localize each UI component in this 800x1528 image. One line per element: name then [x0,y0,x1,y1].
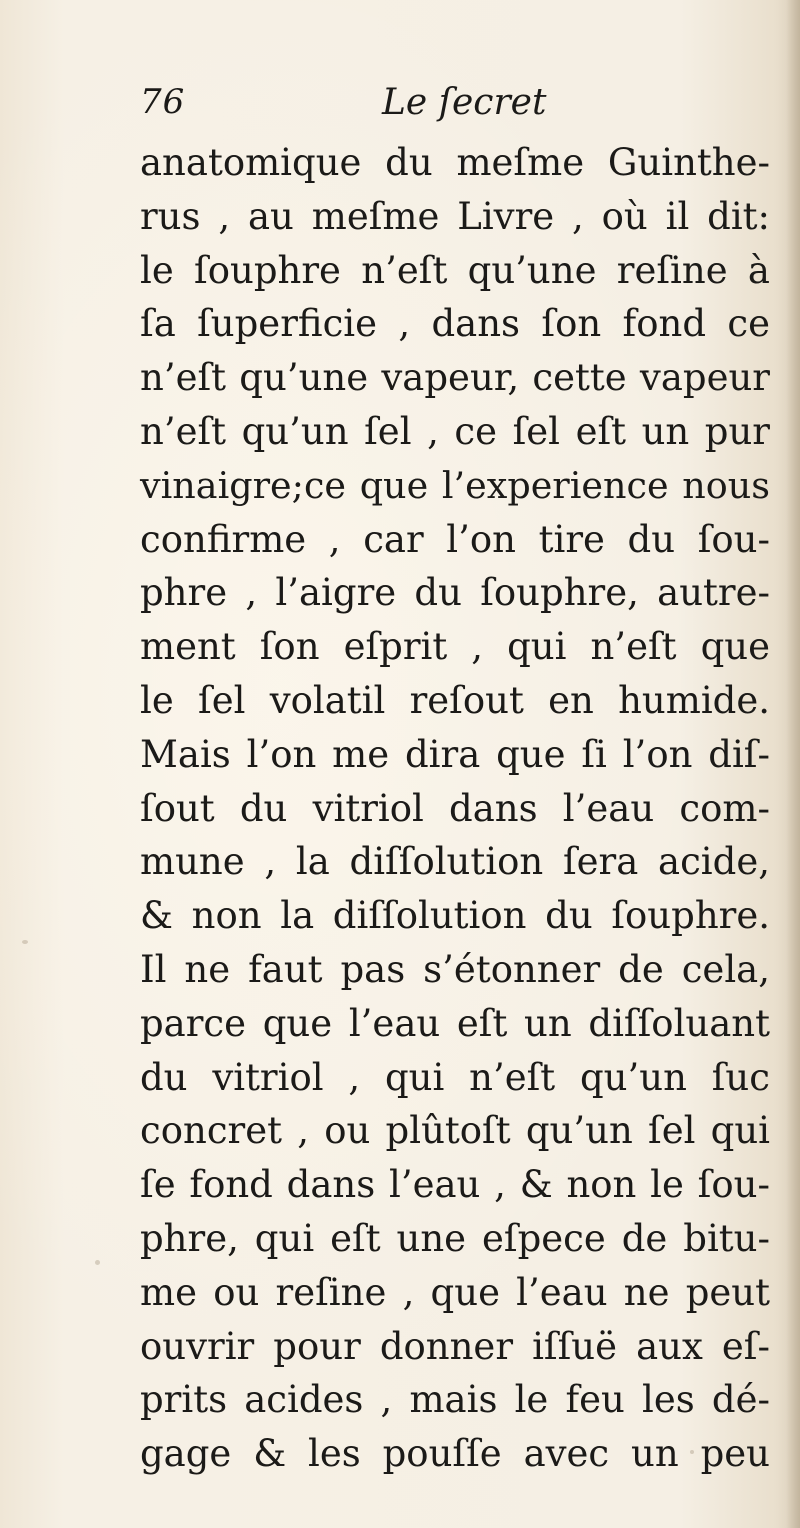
text-line: parce que l’eau eſt un diſſoluant [140,1001,770,1045]
text-line: mune , la diſſolution ſera acide, [140,840,770,884]
text-line: rus , au meſme Livre , où il dit: [140,194,770,238]
text-line: ſout du vitriol dans l’eau com- [140,786,770,830]
running-head: Le ſecret [382,82,547,123]
text-line: me ou reſine , que l’eau ne peut [140,1270,770,1314]
text-line: le ſouphre n’eſt qu’une reſine à [140,248,770,292]
body-text [140,136,770,1481]
text-line: gage & les pouſſe avec un peu [140,1432,770,1476]
text-line: ſe fond dans l’eau , & non le ſou- [140,1163,770,1207]
text-line: ment ſon eſprit , qui n’eſt que [140,625,770,669]
text-line: phre, qui eſt une eſpece de bitu- [140,1216,770,1260]
page-header [140,82,660,132]
text-line: le ſel volatil reſout en humide. [140,678,770,722]
paper-speck [22,940,28,944]
text-line: Mais l’on me dira que ſi l’on diſ- [140,732,770,776]
text-line: ſa ſuperficie , dans ſon fond ce [140,302,770,346]
text-line: confirme , car l’on tire du ſou- [140,517,770,561]
text-line: n’eſt qu’une vapeur, cette vapeur [140,356,770,400]
text-line: vinaigre;ce que l’experience nous [140,463,770,507]
text-line: anatomique du meſme Guinthe- [140,141,770,184]
text-line: concret , ou plûtoſt qu’un ſel qui [140,1109,770,1153]
text-line: prits acides , mais le feu les dé- [140,1378,770,1422]
text-line: Il ne faut pas s’étonner de cela, [140,947,770,991]
page-number: 76 [140,82,186,122]
text-line: du vitriol , qui n’eſt qu’un ſuc [140,1055,770,1099]
text-line: & non la diſſolution du ſouphre. [140,894,770,938]
page-edge-shadow [786,0,800,1528]
paper-speck [95,1260,100,1265]
text-line: n’eſt qu’un ſel , ce ſel eſt un pur [140,409,770,453]
text-line: ouvrir pour donner iſſuë aux eſ- [140,1324,770,1368]
text-line: phre , l’aigre du ſouphre, autre- [140,571,770,615]
